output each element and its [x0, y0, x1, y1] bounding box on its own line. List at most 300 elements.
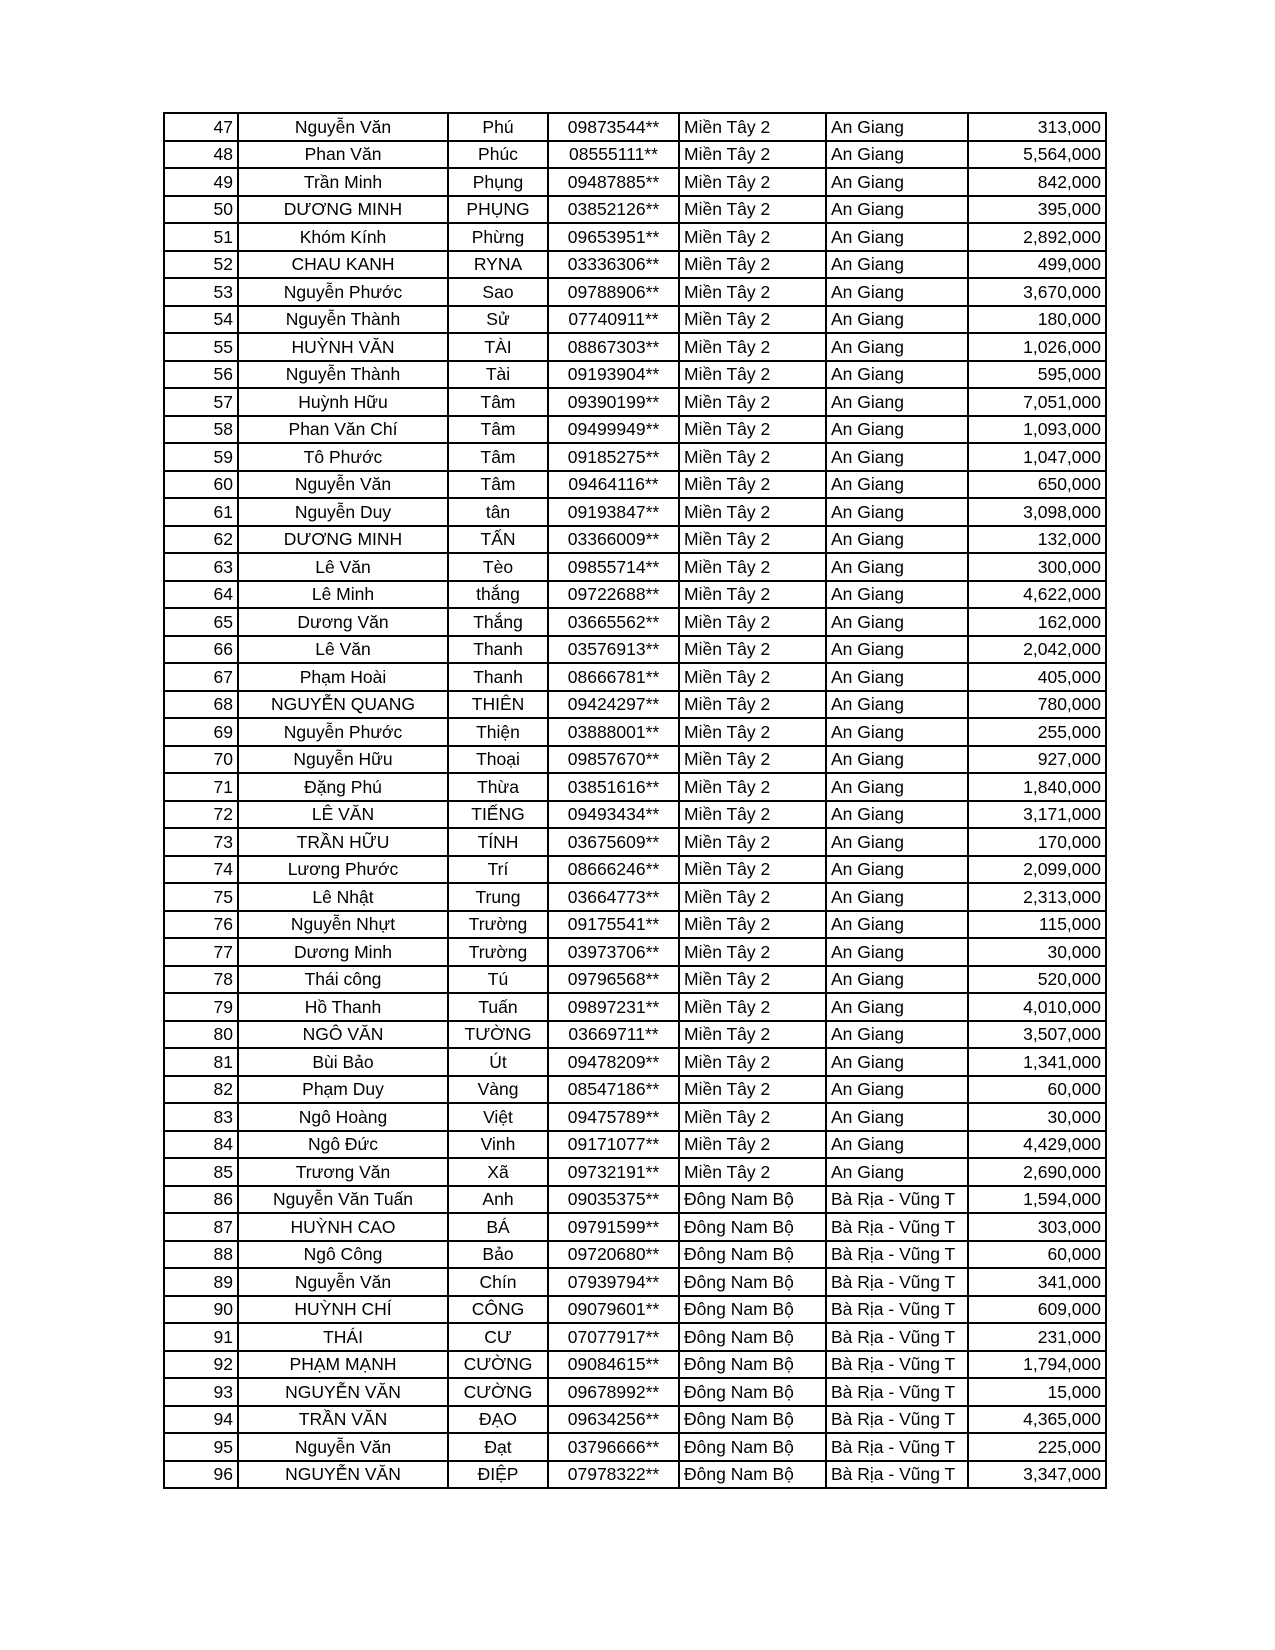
cell-amount: 303,000 [968, 1213, 1106, 1241]
cell-region: Đông Nam Bộ [679, 1351, 826, 1379]
cell-row-number: 76 [164, 911, 238, 939]
cell-phone-number: 09185275** [548, 443, 679, 471]
table-row [164, 333, 1106, 361]
cell-phone-number: 08547186** [548, 1076, 679, 1104]
table-row [164, 1076, 1106, 1104]
cell-last-middle-name: NGUYỄN QUANG [238, 691, 448, 719]
cell-last-middle-name: NGÔ VĂN [238, 1021, 448, 1049]
cell-row-number: 71 [164, 773, 238, 801]
table-row [164, 251, 1106, 279]
cell-row-number: 60 [164, 471, 238, 499]
cell-province: An Giang [826, 113, 968, 141]
cell-row-number: 48 [164, 141, 238, 169]
cell-province: An Giang [826, 801, 968, 829]
cell-region: Miền Tây 2 [679, 663, 826, 691]
cell-province: An Giang [826, 993, 968, 1021]
cell-row-number: 96 [164, 1461, 238, 1489]
cell-row-number: 72 [164, 801, 238, 829]
cell-region: Miền Tây 2 [679, 333, 826, 361]
cell-phone-number: 03796666** [548, 1433, 679, 1461]
cell-first-name: Sao [448, 278, 548, 306]
cell-region: Đông Nam Bộ [679, 1213, 826, 1241]
cell-province: Bà Rịa - Vũng T [826, 1268, 968, 1296]
cell-amount: 927,000 [968, 746, 1106, 774]
cell-first-name: Thanh [448, 663, 548, 691]
cell-first-name: Tâm [448, 471, 548, 499]
cell-row-number: 58 [164, 416, 238, 444]
cell-row-number: 50 [164, 196, 238, 224]
cell-first-name: Phúc [448, 141, 548, 169]
cell-phone-number: 09653951** [548, 223, 679, 251]
cell-row-number: 51 [164, 223, 238, 251]
cell-first-name: Tâm [448, 443, 548, 471]
cell-region: Đông Nam Bộ [679, 1406, 826, 1434]
cell-region: Miền Tây 2 [679, 223, 826, 251]
cell-last-middle-name: Nguyễn Nhựt [238, 911, 448, 939]
cell-first-name: Phú [448, 113, 548, 141]
cell-region: Miền Tây 2 [679, 278, 826, 306]
cell-province: An Giang [826, 361, 968, 389]
cell-last-middle-name: Nguyễn Thành [238, 306, 448, 334]
cell-province: An Giang [826, 581, 968, 609]
cell-first-name: THIÊN [448, 691, 548, 719]
cell-last-middle-name: Nguyễn Phước [238, 718, 448, 746]
cell-amount: 2,313,000 [968, 883, 1106, 911]
cell-row-number: 52 [164, 251, 238, 279]
cell-region: Đông Nam Bộ [679, 1268, 826, 1296]
cell-province: An Giang [826, 856, 968, 884]
cell-province: An Giang [826, 636, 968, 664]
cell-phone-number: 09499949** [548, 416, 679, 444]
cell-first-name: Sử [448, 306, 548, 334]
cell-last-middle-name: CHAU KANH [238, 251, 448, 279]
cell-phone-number: 09732191** [548, 1158, 679, 1186]
cell-row-number: 80 [164, 1021, 238, 1049]
cell-province: An Giang [826, 1158, 968, 1186]
cell-row-number: 74 [164, 856, 238, 884]
cell-amount: 30,000 [968, 938, 1106, 966]
cell-region: Miền Tây 2 [679, 801, 826, 829]
cell-first-name: CƯỜNG [448, 1351, 548, 1379]
cell-amount: 132,000 [968, 526, 1106, 554]
table-row [164, 471, 1106, 499]
cell-last-middle-name: NGUYỄN VĂN [238, 1378, 448, 1406]
cell-amount: 405,000 [968, 663, 1106, 691]
cell-first-name: Đạt [448, 1433, 548, 1461]
cell-phone-number: 03576913** [548, 636, 679, 664]
table-row [164, 1103, 1106, 1131]
cell-region: Miền Tây 2 [679, 1158, 826, 1186]
cell-province: An Giang [826, 663, 968, 691]
cell-amount: 1,794,000 [968, 1351, 1106, 1379]
cell-phone-number: 09791599** [548, 1213, 679, 1241]
cell-row-number: 89 [164, 1268, 238, 1296]
table-row [164, 498, 1106, 526]
cell-amount: 2,042,000 [968, 636, 1106, 664]
cell-province: An Giang [826, 306, 968, 334]
cell-province: Bà Rịa - Vũng T [826, 1433, 968, 1461]
cell-amount: 180,000 [968, 306, 1106, 334]
cell-row-number: 61 [164, 498, 238, 526]
cell-row-number: 90 [164, 1296, 238, 1324]
cell-row-number: 77 [164, 938, 238, 966]
cell-row-number: 94 [164, 1406, 238, 1434]
table-row [164, 1406, 1106, 1434]
cell-last-middle-name: Nguyễn Văn Tuấn [238, 1186, 448, 1214]
cell-phone-number: 08666246** [548, 856, 679, 884]
cell-phone-number: 09193904** [548, 361, 679, 389]
table-row [164, 443, 1106, 471]
cell-province: Bà Rịa - Vũng T [826, 1461, 968, 1489]
cell-region: Miền Tây 2 [679, 746, 826, 774]
table-row [164, 1461, 1106, 1489]
cell-province: An Giang [826, 278, 968, 306]
cell-region: Đông Nam Bộ [679, 1323, 826, 1351]
cell-phone-number: 07077917** [548, 1323, 679, 1351]
cell-last-middle-name: Lương Phước [238, 856, 448, 884]
cell-amount: 4,365,000 [968, 1406, 1106, 1434]
cell-row-number: 55 [164, 333, 238, 361]
table-row [164, 168, 1106, 196]
cell-region: Đông Nam Bộ [679, 1461, 826, 1489]
cell-region: Miền Tây 2 [679, 636, 826, 664]
cell-amount: 1,047,000 [968, 443, 1106, 471]
cell-province: An Giang [826, 388, 968, 416]
cell-province: Bà Rịa - Vũng T [826, 1296, 968, 1324]
cell-amount: 300,000 [968, 553, 1106, 581]
cell-phone-number: 09678992** [548, 1378, 679, 1406]
cell-province: Bà Rịa - Vũng T [826, 1406, 968, 1434]
table-row [164, 1213, 1106, 1241]
cell-phone-number: 03675609** [548, 828, 679, 856]
cell-amount: 5,564,000 [968, 141, 1106, 169]
table-row [164, 1241, 1106, 1269]
cell-province: An Giang [826, 443, 968, 471]
cell-last-middle-name: Nguyễn Văn [238, 113, 448, 141]
cell-phone-number: 09171077** [548, 1131, 679, 1159]
table-row [164, 1378, 1106, 1406]
table-row [164, 553, 1106, 581]
cell-phone-number: 03664773** [548, 883, 679, 911]
cell-first-name: Thừa [448, 773, 548, 801]
cell-first-name: Trường [448, 938, 548, 966]
cell-last-middle-name: Phạm Duy [238, 1076, 448, 1104]
cell-row-number: 82 [164, 1076, 238, 1104]
cell-region: Miền Tây 2 [679, 526, 826, 554]
cell-province: An Giang [826, 1131, 968, 1159]
cell-last-middle-name: Nguyễn Phước [238, 278, 448, 306]
cell-first-name: Bảo [448, 1241, 548, 1269]
cell-phone-number: 09464116** [548, 471, 679, 499]
cell-first-name: TÍNH [448, 828, 548, 856]
cell-province: An Giang [826, 141, 968, 169]
cell-phone-number: 09084615** [548, 1351, 679, 1379]
cell-province: An Giang [826, 1076, 968, 1104]
cell-last-middle-name: Dương Văn [238, 608, 448, 636]
cell-amount: 4,429,000 [968, 1131, 1106, 1159]
cell-amount: 7,051,000 [968, 388, 1106, 416]
cell-row-number: 62 [164, 526, 238, 554]
cell-last-middle-name: Lê Nhật [238, 883, 448, 911]
cell-last-middle-name: Lê Văn [238, 636, 448, 664]
cell-region: Miền Tây 2 [679, 718, 826, 746]
cell-row-number: 78 [164, 966, 238, 994]
cell-phone-number: 09788906** [548, 278, 679, 306]
cell-amount: 15,000 [968, 1378, 1106, 1406]
cell-province: An Giang [826, 333, 968, 361]
cell-region: Miền Tây 2 [679, 553, 826, 581]
cell-first-name: Thanh [448, 636, 548, 664]
cell-last-middle-name: Bùi Bảo [238, 1048, 448, 1076]
table-row [164, 718, 1106, 746]
cell-amount: 520,000 [968, 966, 1106, 994]
cell-region: Miền Tây 2 [679, 581, 826, 609]
cell-phone-number: 03851616** [548, 773, 679, 801]
cell-amount: 395,000 [968, 196, 1106, 224]
cell-region: Miền Tây 2 [679, 196, 826, 224]
cell-last-middle-name: Lê Văn [238, 553, 448, 581]
cell-row-number: 47 [164, 113, 238, 141]
table-row [164, 1296, 1106, 1324]
cell-row-number: 70 [164, 746, 238, 774]
cell-phone-number: 09873544** [548, 113, 679, 141]
cell-last-middle-name: Nguyễn Hữu [238, 746, 448, 774]
cell-phone-number: 08666781** [548, 663, 679, 691]
cell-row-number: 79 [164, 993, 238, 1021]
cell-row-number: 49 [164, 168, 238, 196]
cell-first-name: Chín [448, 1268, 548, 1296]
cell-phone-number: 09487885** [548, 168, 679, 196]
cell-last-middle-name: Trương Văn [238, 1158, 448, 1186]
cell-last-middle-name: DƯƠNG MINH [238, 196, 448, 224]
cell-last-middle-name: HUỲNH VĂN [238, 333, 448, 361]
cell-first-name: Anh [448, 1186, 548, 1214]
cell-province: An Giang [826, 471, 968, 499]
cell-amount: 162,000 [968, 608, 1106, 636]
cell-first-name: Thiện [448, 718, 548, 746]
cell-last-middle-name: Khóm Kính [238, 223, 448, 251]
cell-province: An Giang [826, 168, 968, 196]
cell-phone-number: 07939794** [548, 1268, 679, 1296]
cell-last-middle-name: Nguyễn Duy [238, 498, 448, 526]
cell-first-name: Xã [448, 1158, 548, 1186]
cell-row-number: 53 [164, 278, 238, 306]
cell-amount: 499,000 [968, 251, 1106, 279]
cell-first-name: BÁ [448, 1213, 548, 1241]
cell-last-middle-name: HUỲNH CAO [238, 1213, 448, 1241]
cell-first-name: tân [448, 498, 548, 526]
cell-amount: 3,670,000 [968, 278, 1106, 306]
cell-last-middle-name: Dương Minh [238, 938, 448, 966]
cell-amount: 115,000 [968, 911, 1106, 939]
cell-last-middle-name: Ngô Đức [238, 1131, 448, 1159]
cell-region: Miền Tây 2 [679, 911, 826, 939]
cell-first-name: CƯỜNG [448, 1378, 548, 1406]
cell-last-middle-name: Phan Văn Chí [238, 416, 448, 444]
table-row [164, 773, 1106, 801]
cell-province: An Giang [826, 526, 968, 554]
cell-phone-number: 09175541** [548, 911, 679, 939]
cell-row-number: 63 [164, 553, 238, 581]
cell-province: Bà Rịa - Vũng T [826, 1213, 968, 1241]
cell-amount: 255,000 [968, 718, 1106, 746]
table-row [164, 1158, 1106, 1186]
cell-region: Miền Tây 2 [679, 388, 826, 416]
cell-province: Bà Rịa - Vũng T [826, 1378, 968, 1406]
cell-first-name: Trí [448, 856, 548, 884]
cell-region: Đông Nam Bộ [679, 1296, 826, 1324]
cell-region: Miền Tây 2 [679, 1021, 826, 1049]
cell-region: Miền Tây 2 [679, 443, 826, 471]
cell-first-name: Trường [448, 911, 548, 939]
cell-amount: 60,000 [968, 1241, 1106, 1269]
cell-first-name: ĐIỆP [448, 1461, 548, 1489]
cell-last-middle-name: Phạm Hoài [238, 663, 448, 691]
cell-phone-number: 09035375** [548, 1186, 679, 1214]
cell-last-middle-name: THÁI [238, 1323, 448, 1351]
cell-province: An Giang [826, 1021, 968, 1049]
cell-region: Miền Tây 2 [679, 306, 826, 334]
cell-region: Miền Tây 2 [679, 828, 826, 856]
cell-phone-number: 09796568** [548, 966, 679, 994]
cell-row-number: 88 [164, 1241, 238, 1269]
cell-amount: 1,341,000 [968, 1048, 1106, 1076]
cell-amount: 2,892,000 [968, 223, 1106, 251]
cell-first-name: Việt [448, 1103, 548, 1131]
cell-amount: 650,000 [968, 471, 1106, 499]
cell-region: Miền Tây 2 [679, 938, 826, 966]
table-row [164, 746, 1106, 774]
table-row [164, 306, 1106, 334]
cell-phone-number: 09475789** [548, 1103, 679, 1131]
cell-province: An Giang [826, 911, 968, 939]
cell-region: Miền Tây 2 [679, 113, 826, 141]
cell-row-number: 81 [164, 1048, 238, 1076]
table-row [164, 1131, 1106, 1159]
cell-last-middle-name: LÊ VĂN [238, 801, 448, 829]
cell-province: An Giang [826, 1103, 968, 1131]
cell-amount: 1,093,000 [968, 416, 1106, 444]
table-row [164, 691, 1106, 719]
cell-amount: 3,347,000 [968, 1461, 1106, 1489]
table-row [164, 1048, 1106, 1076]
cell-amount: 3,171,000 [968, 801, 1106, 829]
cell-row-number: 67 [164, 663, 238, 691]
cell-first-name: Phụng [448, 168, 548, 196]
cell-first-name: Thoại [448, 746, 548, 774]
cell-last-middle-name: Ngô Hoàng [238, 1103, 448, 1131]
cell-first-name: PHỤNG [448, 196, 548, 224]
cell-phone-number: 03669711** [548, 1021, 679, 1049]
cell-first-name: TƯỜNG [448, 1021, 548, 1049]
cell-phone-number: 03665562** [548, 608, 679, 636]
cell-phone-number: 09079601** [548, 1296, 679, 1324]
cell-last-middle-name: TRẦN VĂN [238, 1406, 448, 1434]
cell-province: An Giang [826, 553, 968, 581]
cell-phone-number: 08867303** [548, 333, 679, 361]
cell-phone-number: 09897231** [548, 993, 679, 1021]
cell-amount: 609,000 [968, 1296, 1106, 1324]
table-row [164, 608, 1106, 636]
cell-first-name: Tâm [448, 416, 548, 444]
cell-row-number: 66 [164, 636, 238, 664]
cell-last-middle-name: Đặng Phú [238, 773, 448, 801]
cell-region: Miền Tây 2 [679, 361, 826, 389]
table-row [164, 113, 1106, 141]
table-row [164, 581, 1106, 609]
cell-row-number: 95 [164, 1433, 238, 1461]
cell-province: An Giang [826, 883, 968, 911]
cell-amount: 30,000 [968, 1103, 1106, 1131]
cell-province: An Giang [826, 251, 968, 279]
table-row [164, 1186, 1106, 1214]
cell-first-name: Tú [448, 966, 548, 994]
cell-phone-number: 09493434** [548, 801, 679, 829]
cell-province: An Giang [826, 1048, 968, 1076]
cell-region: Miền Tây 2 [679, 416, 826, 444]
cell-first-name: Trung [448, 883, 548, 911]
roster-table-body [164, 113, 1106, 1488]
table-row [164, 883, 1106, 911]
cell-region: Miền Tây 2 [679, 471, 826, 499]
cell-last-middle-name: Nguyễn Thành [238, 361, 448, 389]
cell-province: Bà Rịa - Vũng T [826, 1323, 968, 1351]
cell-amount: 3,098,000 [968, 498, 1106, 526]
cell-phone-number: 09857670** [548, 746, 679, 774]
table-row [164, 1351, 1106, 1379]
cell-province: An Giang [826, 966, 968, 994]
table-row [164, 1268, 1106, 1296]
cell-row-number: 64 [164, 581, 238, 609]
cell-row-number: 57 [164, 388, 238, 416]
cell-last-middle-name: NGUYỄN VĂN [238, 1461, 448, 1489]
cell-row-number: 83 [164, 1103, 238, 1131]
cell-first-name: CÔNG [448, 1296, 548, 1324]
cell-amount: 341,000 [968, 1268, 1106, 1296]
table-row [164, 526, 1106, 554]
cell-province: An Giang [826, 498, 968, 526]
cell-first-name: Thắng [448, 608, 548, 636]
table-row [164, 141, 1106, 169]
cell-first-name: RYNA [448, 251, 548, 279]
cell-province: An Giang [826, 608, 968, 636]
cell-region: Miền Tây 2 [679, 966, 826, 994]
cell-province: Bà Rịa - Vũng T [826, 1186, 968, 1214]
cell-last-middle-name: DƯƠNG MINH [238, 526, 448, 554]
cell-first-name: ĐẠO [448, 1406, 548, 1434]
cell-province: An Giang [826, 691, 968, 719]
cell-phone-number: 09193847** [548, 498, 679, 526]
table-row [164, 966, 1106, 994]
cell-province: An Giang [826, 718, 968, 746]
cell-last-middle-name: PHẠM MẠNH [238, 1351, 448, 1379]
cell-row-number: 69 [164, 718, 238, 746]
cell-first-name: Phừng [448, 223, 548, 251]
cell-first-name: Tèo [448, 553, 548, 581]
table-row [164, 856, 1106, 884]
cell-row-number: 59 [164, 443, 238, 471]
cell-last-middle-name: Hồ Thanh [238, 993, 448, 1021]
cell-region: Miền Tây 2 [679, 168, 826, 196]
cell-first-name: Tuấn [448, 993, 548, 1021]
cell-region: Miền Tây 2 [679, 773, 826, 801]
table-row [164, 801, 1106, 829]
cell-region: Đông Nam Bộ [679, 1186, 826, 1214]
cell-phone-number: 09855714** [548, 553, 679, 581]
table-row [164, 1323, 1106, 1351]
cell-first-name: TÀI [448, 333, 548, 361]
cell-region: Miền Tây 2 [679, 993, 826, 1021]
